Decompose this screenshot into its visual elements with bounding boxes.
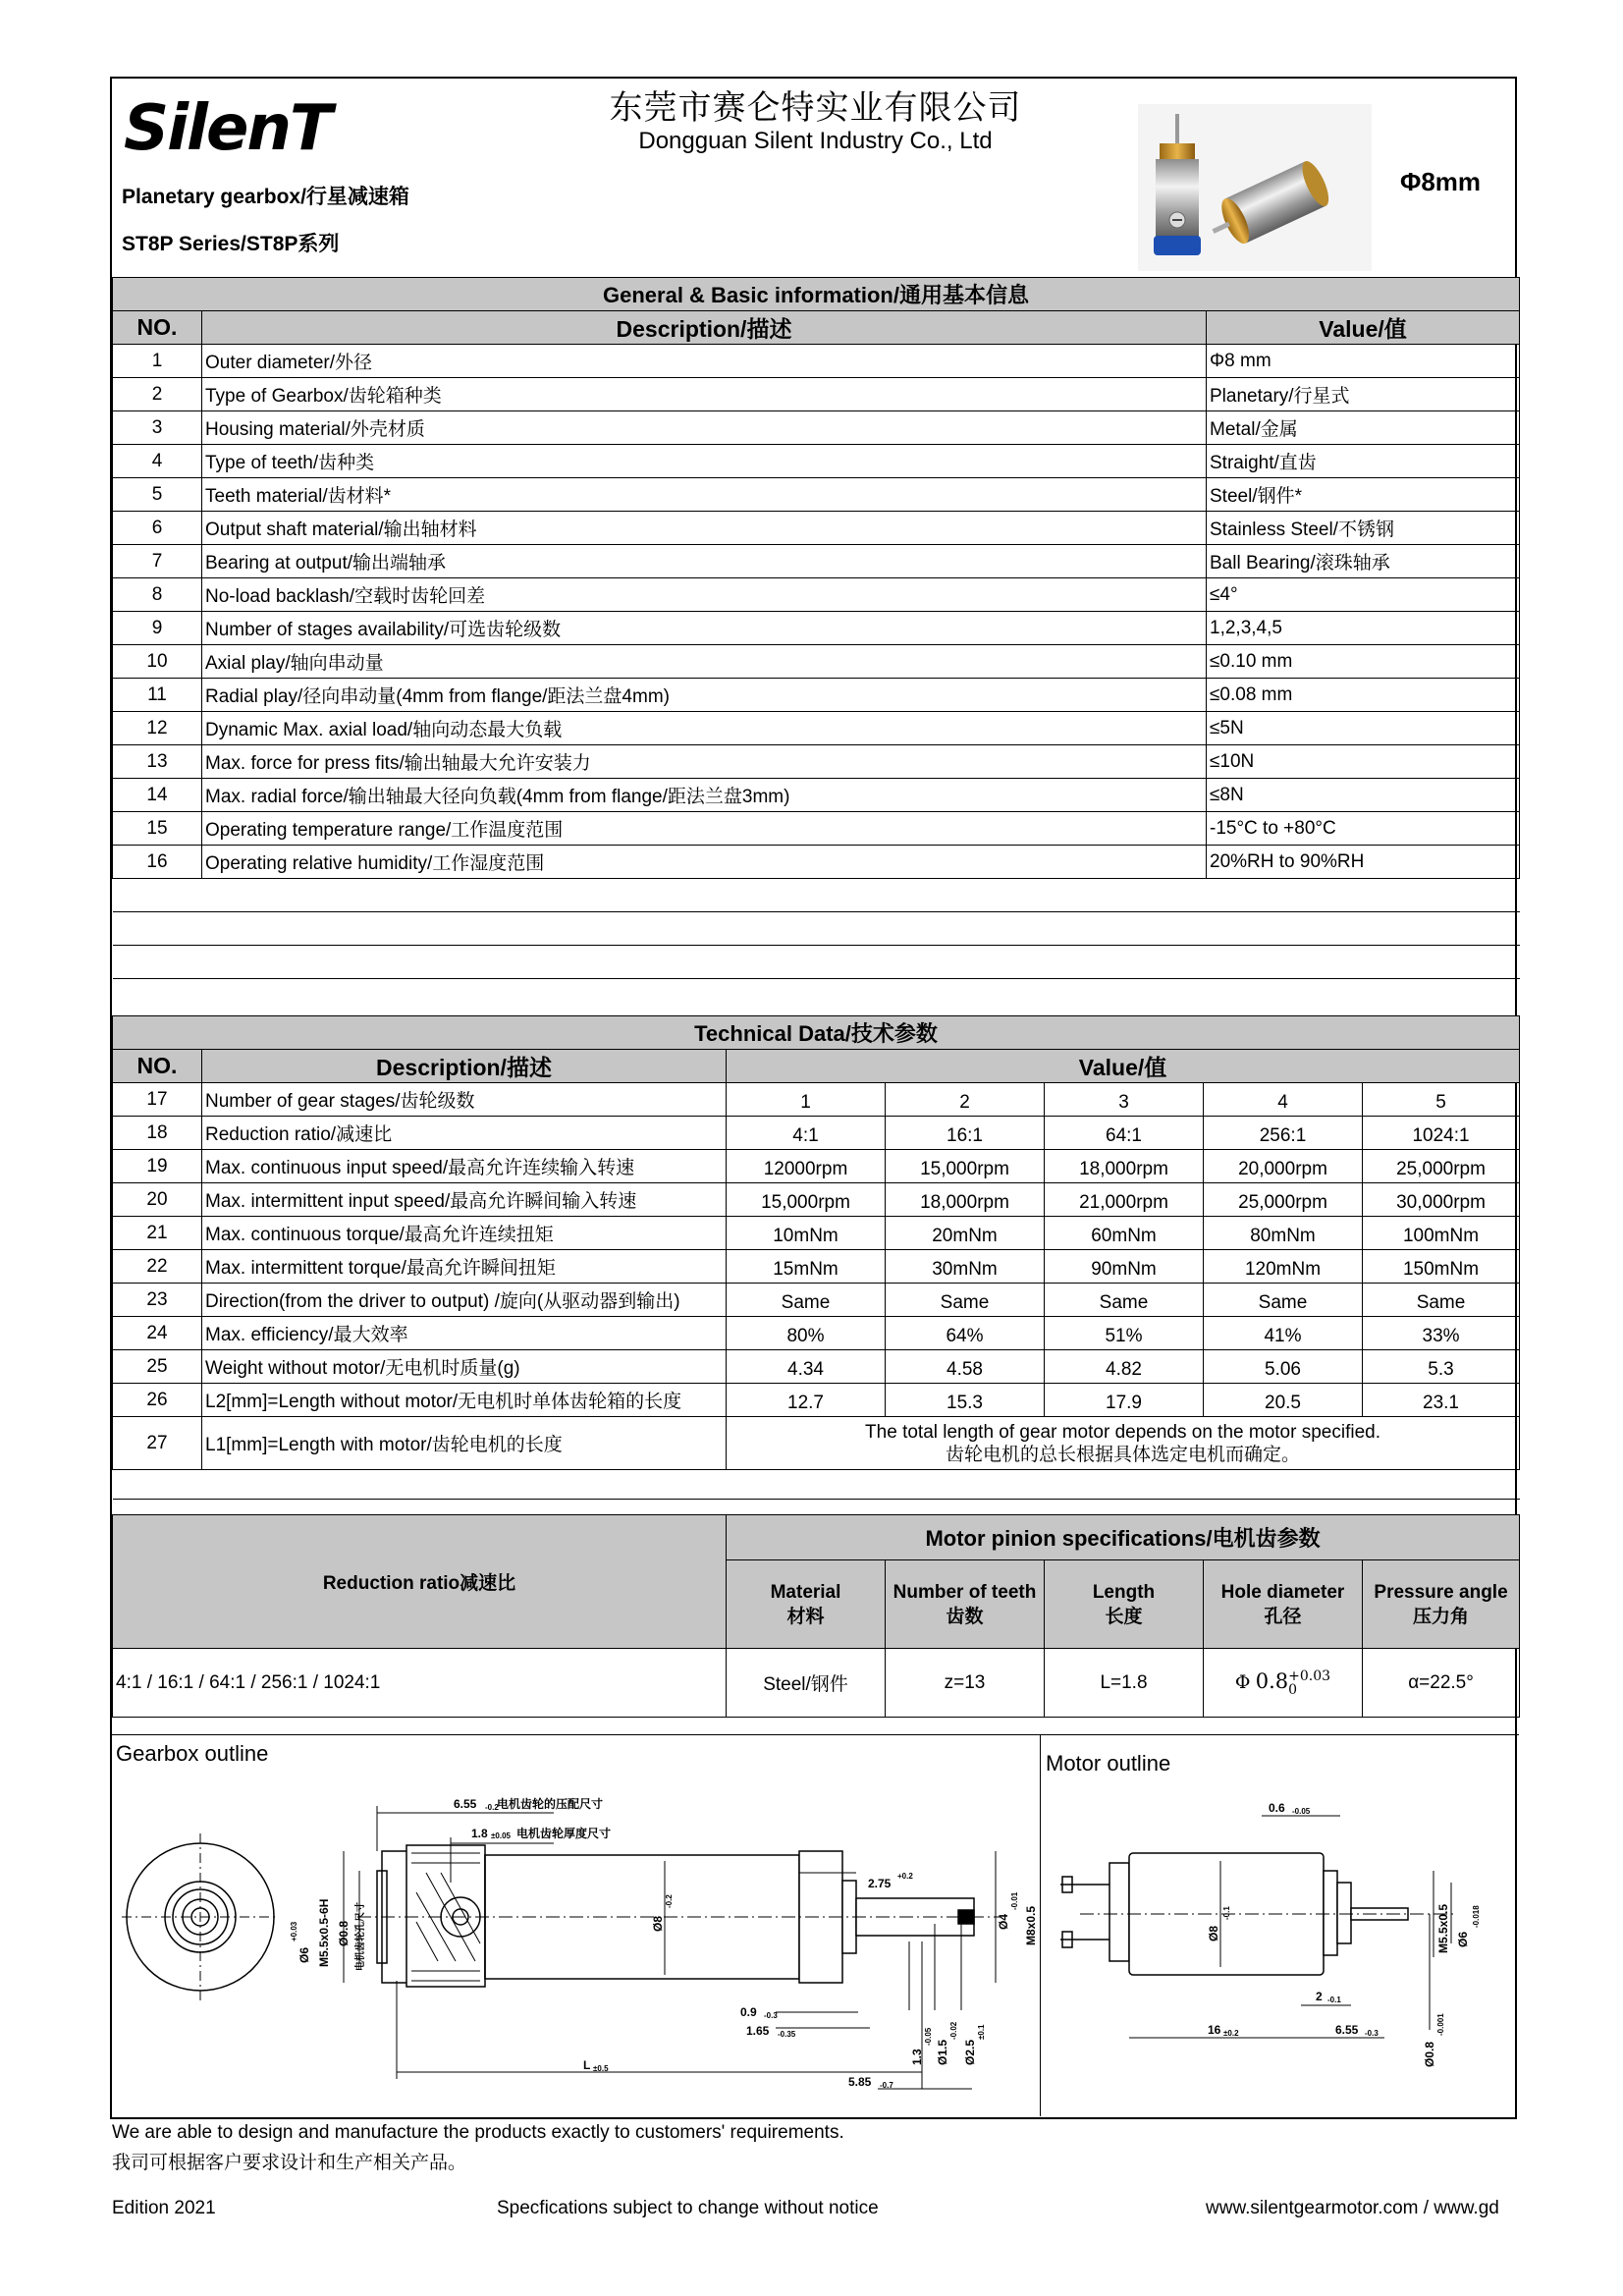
technical-row (113, 1384, 1520, 1417)
dim-length-l: L (583, 2058, 591, 2072)
dim-hole: Ø0.8 (337, 1920, 351, 1946)
motor-dim-2-tol: -0.1 (1327, 1995, 1341, 2004)
stage-value: 20mNm (886, 1217, 1045, 1250)
row-value: ≤5N (1207, 712, 1520, 745)
stage-value: 16:1 (886, 1117, 1045, 1150)
stage-value: Same (886, 1284, 1045, 1317)
motor-outline-drawing (1041, 1735, 1518, 2116)
motor-dim-pin-tol: -0.001 (1436, 2013, 1445, 2036)
stage-value: 23.1 (1363, 1384, 1520, 1417)
pinion-column-header (1363, 1560, 1520, 1649)
technical-row (113, 1083, 1520, 1117)
stage-value: 60mNm (1045, 1217, 1204, 1250)
company-name-en: Dongguan Silent Industry Co., Ltd (638, 128, 993, 154)
dim-hole-cn: 电机齿轮孔尺寸 (355, 1902, 366, 1971)
stage-value: 21,000rpm (1045, 1183, 1204, 1217)
general-row (113, 712, 1520, 745)
dim-thickness-tol: ±0.05 (491, 1831, 511, 1840)
row-number: 16 (113, 846, 202, 879)
stage-value: 120mNm (1204, 1250, 1363, 1284)
stage-value: 15mNm (727, 1250, 886, 1284)
hole-upper: +0.03 (1288, 1667, 1331, 1684)
general-row (113, 578, 1520, 612)
col-description: Description/描述 (202, 1050, 727, 1083)
motor-dim-16-tol: ±0.2 (1223, 2029, 1239, 2038)
general-row (113, 679, 1520, 712)
stage-value: 5.3 (1363, 1350, 1520, 1384)
row-value: Stainless Steel/不锈钢 (1207, 512, 1520, 545)
stage-value: 150mNm (1363, 1250, 1520, 1284)
general-row (113, 545, 1520, 578)
row-description: L2[mm]=Length without motor/无电机时单体齿轮箱的长度 (202, 1384, 727, 1417)
row-description: Number of stages availability/可选齿轮级数 (202, 612, 1207, 645)
technical-row (113, 1317, 1520, 1350)
product-series: ST8P Series/ST8P系列 (122, 233, 340, 255)
dim-d1-5-tol: -0.02 (949, 2021, 958, 2040)
stage-value: 12.7 (727, 1384, 886, 1417)
length-note-cn: 齿轮电机的总长根据具体选定电机而确定。 (946, 1444, 1301, 1465)
hole-tolerance (1288, 1669, 1330, 1697)
technical-row (113, 1217, 1520, 1250)
general-row (113, 645, 1520, 679)
dim-d6-tol: +0.03 (290, 1921, 298, 1941)
row-description: Max. continuous input speed/最高允许连续输入转速 (202, 1150, 727, 1183)
row-number: 14 (113, 779, 202, 812)
row-value: ≤8N (1207, 779, 1520, 812)
technical-row (113, 1350, 1520, 1384)
stage-value: 2 (886, 1083, 1045, 1117)
stage-value: 18,000rpm (886, 1183, 1045, 1217)
company-name-cn: 东莞市赛仑特实业有限公司 (609, 88, 1022, 128)
general-row (113, 612, 1520, 645)
row-value: Planetary/行星式 (1207, 378, 1520, 411)
stage-value: 4:1 (727, 1117, 886, 1150)
dim-5-85-tol: -0.7 (880, 2081, 893, 2090)
row-description: Type of teeth/齿种类 (202, 445, 1207, 478)
general-row (113, 812, 1520, 846)
pinion-hole-diameter (1204, 1649, 1363, 1718)
dim-1-3: 1.3 (910, 2049, 924, 2065)
stage-value: 41% (1204, 1317, 1363, 1350)
row-number: 21 (113, 1217, 202, 1250)
pinion-header-en: Length (1092, 1581, 1156, 1603)
pinion-header-en: Hole diameter (1220, 1581, 1345, 1603)
stage-value: 20,000rpm (1204, 1150, 1363, 1183)
edition: Edition 2021 (112, 2198, 216, 2218)
general-row (113, 745, 1520, 779)
diameter-label: Φ8mm (1400, 167, 1482, 196)
dim-press-fit-cn: 电机齿轮的压配尺寸 (497, 1797, 604, 1811)
general-row (113, 779, 1520, 812)
length-note-en: The total length of gear motor depends on the motor specified. (865, 1421, 1380, 1443)
dim-press-fit-tol: -0.2 (485, 1803, 499, 1812)
row-number: 19 (113, 1150, 202, 1183)
row-number: 2 (113, 378, 202, 411)
stage-value: 30,000rpm (1363, 1183, 1520, 1217)
motor-dim-16: 16 (1208, 2023, 1221, 2037)
hole-main: 0.8 (1255, 1668, 1289, 1693)
spacer-row (113, 912, 1520, 946)
row-description: Max. intermittent torque/最高允许瞬间扭矩 (202, 1250, 727, 1284)
row-description: Max. continuous torque/最高允许连续扭矩 (202, 1217, 727, 1250)
motor-dim-body: Ø8 (1207, 1925, 1220, 1941)
website-link[interactable]: www.silentgearmotor.com / www.gd (1206, 2198, 1499, 2218)
outline-section (112, 1734, 1519, 2118)
stage-value: 4.34 (727, 1350, 886, 1384)
row-value: Ball Bearing/滚珠轴承 (1207, 545, 1520, 578)
row-value: Steel/钢件* (1207, 478, 1520, 512)
stage-value: 17.9 (1045, 1384, 1204, 1417)
row-description: Radial play/径向串动量(4mm from flange/距法兰盘4mm) (202, 679, 1207, 712)
pinion-column-header (1045, 1560, 1204, 1649)
general-row (113, 345, 1520, 378)
row-value: Φ8 mm (1207, 345, 1520, 378)
motor-dim-6-55: 6.55 (1335, 2023, 1359, 2037)
stage-value: 30mNm (886, 1250, 1045, 1284)
custom-design-note-cn: 我司可根据客户要求设计和生产相关产品。 (112, 2153, 467, 2173)
row-number: 26 (113, 1384, 202, 1417)
motor-dim-2: 2 (1316, 1990, 1323, 2003)
stage-value: 5 (1363, 1083, 1520, 1117)
stage-value: 4.82 (1045, 1350, 1204, 1384)
reduction-ratio-header: Reduction ratio减速比 (113, 1515, 727, 1649)
motor-outline-label: Motor outline (1046, 1751, 1171, 1776)
row-description: Housing material/外壳材质 (202, 411, 1207, 445)
dim-5-85: 5.85 (848, 2075, 872, 2089)
stage-value: 33% (1363, 1317, 1520, 1350)
stage-value: 256:1 (1204, 1117, 1363, 1150)
pinion-header-cn: 长度 (1105, 1606, 1143, 1627)
pinion-header-en: Pressure angle (1374, 1581, 1508, 1603)
motor-dim-shaft-tol: -0.018 (1472, 1905, 1481, 1928)
motor-dim-body-tol: -0.1 (1222, 1906, 1231, 1920)
dim-0-9-tol: -0.3 (764, 2011, 778, 2020)
spacer-row (113, 879, 1520, 912)
stage-value: 10mNm (727, 1217, 886, 1250)
row-description: Operating relative humidity/工作湿度范围 (202, 846, 1207, 879)
pinion-teeth: z=13 (886, 1649, 1045, 1718)
row-description: Outer diameter/外径 (202, 345, 1207, 378)
gearbox-outline-label: Gearbox outline (116, 1741, 269, 1766)
motor-dim-0-6-tol: -0.05 (1292, 1807, 1311, 1816)
row-description: Axial play/轴向串动量 (202, 645, 1207, 679)
motor-dim-pin: Ø0.8 (1423, 2041, 1436, 2067)
col-no: NO. (113, 1050, 202, 1083)
pinion-column-header (886, 1560, 1045, 1649)
row-value: ≤0.08 mm (1207, 679, 1520, 712)
row-description: Max. efficiency/最大效率 (202, 1317, 727, 1350)
row-value: -15°C to +80°C (1207, 812, 1520, 846)
row-number: 27 (113, 1417, 202, 1470)
technical-row (113, 1284, 1520, 1317)
pinion-section-title: Motor pinion specifications/电机齿参数 (727, 1515, 1520, 1560)
row-description: Number of gear stages/齿轮级数 (202, 1083, 727, 1117)
stage-value: Same (1045, 1284, 1204, 1317)
row-number: 18 (113, 1117, 202, 1150)
technical-row (113, 1117, 1520, 1150)
spacer-row (113, 946, 1520, 979)
row-value: 20%RH to 90%RH (1207, 846, 1520, 879)
dim-1-65: 1.65 (746, 2024, 770, 2038)
row-number: 5 (113, 478, 202, 512)
row-number: 8 (113, 578, 202, 612)
stage-value: 4 (1204, 1083, 1363, 1117)
row-value: Straight/直齿 (1207, 445, 1520, 478)
stage-value: 64% (886, 1317, 1045, 1350)
dim-thread-out: M8x0.5 (1024, 1905, 1038, 1945)
stage-value: 100mNm (1363, 1217, 1520, 1250)
general-row (113, 512, 1520, 545)
stage-value: 12000rpm (727, 1150, 886, 1183)
row-description: Operating temperature range/工作温度范围 (202, 812, 1207, 846)
pinion-header-cn: 压力角 (1413, 1606, 1470, 1627)
row-number: 20 (113, 1183, 202, 1217)
row-number: 13 (113, 745, 202, 779)
pinion-ratios: 4:1 / 16:1 / 64:1 / 256:1 / 1024:1 (113, 1649, 727, 1718)
dim-d2-5: Ø2.5 (963, 2039, 977, 2065)
pinion-header-cn: 孔径 (1264, 1606, 1302, 1627)
product-type: Planetary gearbox/行星减速箱 (122, 186, 409, 208)
technical-row (113, 1250, 1520, 1284)
datasheet (110, 77, 1517, 2119)
dim-shaft: Ø4 (997, 1913, 1010, 1930)
dim-body-tol: -0.2 (665, 1894, 674, 1908)
dim-d2-5-tol: ±0.1 (977, 2024, 986, 2040)
dim-thread-in: M5.5x0.5-6H (317, 1898, 331, 1967)
dim-1-65-tol: -0.35 (778, 2030, 796, 2039)
dim-d6: Ø6 (298, 1946, 311, 1963)
general-row (113, 378, 1520, 411)
stage-value: 25,000rpm (1363, 1150, 1520, 1183)
stage-value: 25,000rpm (1204, 1183, 1363, 1217)
dim-thickness-cn: 电机齿轮厚度尺寸 (516, 1827, 612, 1840)
dim-body: Ø8 (651, 1915, 665, 1932)
stage-value: 4.58 (886, 1350, 1045, 1384)
row-value: Metal/金属 (1207, 411, 1520, 445)
stage-value: Same (1204, 1284, 1363, 1317)
dim-1-3-tol: -0.05 (924, 2027, 933, 2046)
dim-step-tol: +0.2 (897, 1872, 913, 1881)
dim-step: 2.75 (868, 1877, 892, 1890)
row-number: 25 (113, 1350, 202, 1384)
col-value: Value/值 (1207, 311, 1520, 345)
row-number: 17 (113, 1083, 202, 1117)
row-number: 6 (113, 512, 202, 545)
general-section-title: General & Basic information/通用基本信息 (113, 278, 1520, 311)
company-logo: SilenT (124, 92, 331, 165)
row-description: Max. force for press fits/输出轴最大允许安装力 (202, 745, 1207, 779)
row-number: 3 (113, 411, 202, 445)
stage-value: 15,000rpm (727, 1183, 886, 1217)
stage-value: 18,000rpm (1045, 1150, 1204, 1183)
stage-value: 51% (1045, 1317, 1204, 1350)
product-photo (1138, 104, 1372, 271)
stage-value: 15.3 (886, 1384, 1045, 1417)
stage-value: 1024:1 (1363, 1117, 1520, 1150)
motor-dim-shaft: Ø6 (1456, 1931, 1470, 1947)
pinion-header-en: Material (770, 1581, 841, 1603)
motor-dim-thread: M5.5x0.5 (1436, 1903, 1450, 1953)
dim-thickness: 1.8 (471, 1827, 488, 1840)
hole-symbol: Φ (1234, 1670, 1251, 1693)
stage-value: 80% (727, 1317, 886, 1350)
technical-row (113, 1150, 1520, 1183)
pinion-length: L=1.8 (1045, 1649, 1204, 1718)
stage-value: Same (1363, 1284, 1520, 1317)
stage-value: 80mNm (1204, 1217, 1363, 1250)
row-description: Teeth material/齿材料* (202, 478, 1207, 512)
row-number: 1 (113, 345, 202, 378)
length-note (727, 1417, 1520, 1470)
technical-section-title: Technical Data/技术参数 (113, 1016, 1520, 1050)
pinion-material: Steel/钢件 (727, 1649, 886, 1718)
row-description: Max. radial force/输出轴最大径向负载(4mm from flange/距法兰盘3mm) (202, 779, 1207, 812)
motor-dim-0-6: 0.6 (1269, 1801, 1285, 1815)
dim-shaft-tol: -0.01 (1010, 1891, 1019, 1910)
technical-row (113, 1183, 1520, 1217)
row-description: Reduction ratio/减速比 (202, 1117, 727, 1150)
row-number: 7 (113, 545, 202, 578)
row-number: 23 (113, 1284, 202, 1317)
spec-notice: Specfications subject to change without notice (497, 2198, 879, 2218)
pinion-column-header (727, 1560, 886, 1649)
row-number: 24 (113, 1317, 202, 1350)
row-description: Type of Gearbox/齿轮箱种类 (202, 378, 1207, 411)
row-description: Direction(from the driver to output) /旋向(从驱动器到输出) (202, 1284, 727, 1317)
general-info-table (112, 277, 1520, 979)
row-description: Dynamic Max. axial load/轴向动态最大负载 (202, 712, 1207, 745)
dim-length-tol: ±0.5 (593, 2064, 609, 2073)
row-number: 15 (113, 812, 202, 846)
row-description: Output shaft material/输出轴材料 (202, 512, 1207, 545)
stage-value: Same (727, 1284, 886, 1317)
general-row (113, 846, 1520, 879)
spacer-row (113, 1470, 1520, 1500)
stage-value: 20.5 (1204, 1384, 1363, 1417)
row-description: Bearing at output/输出端轴承 (202, 545, 1207, 578)
row-value: ≤0.10 mm (1207, 645, 1520, 679)
stage-value: 5.06 (1204, 1350, 1363, 1384)
motor-pinion-table (112, 1514, 1520, 1718)
dim-0-9: 0.9 (740, 2005, 757, 2019)
pinion-header-cn: 齿数 (946, 1606, 984, 1627)
row-number: 9 (113, 612, 202, 645)
col-no: NO. (113, 311, 202, 345)
row-number: 22 (113, 1250, 202, 1284)
dim-press-fit: 6.55 (454, 1797, 477, 1811)
pinion-pressure-angle: α=22.5° (1363, 1649, 1520, 1718)
row-description: No-load backlash/空载时齿轮回差 (202, 578, 1207, 612)
gearbox-outline-drawing (112, 1735, 1039, 2116)
col-value: Value/值 (727, 1050, 1520, 1083)
col-description: Description/描述 (202, 311, 1207, 345)
technical-data-table (112, 1015, 1520, 1500)
row-value: ≤10N (1207, 745, 1520, 779)
dim-d1-5: Ø1.5 (936, 2039, 949, 2065)
row-description: Max. intermittent input speed/最高允许瞬间输入转速 (202, 1183, 727, 1217)
stage-value: 90mNm (1045, 1250, 1204, 1284)
row-number: 12 (113, 712, 202, 745)
stage-value: 64:1 (1045, 1117, 1204, 1150)
row-description: L1[mm]=Length with motor/齿轮电机的长度 (202, 1417, 727, 1470)
general-row (113, 411, 1520, 445)
pinion-header-en: Number of teeth (893, 1581, 1037, 1603)
row-number: 4 (113, 445, 202, 478)
row-description: Weight without motor/无电机时质量(g) (202, 1350, 727, 1384)
row-number: 11 (113, 679, 202, 712)
stage-value: 3 (1045, 1083, 1204, 1117)
row-number: 10 (113, 645, 202, 679)
row-value: 1,2,3,4,5 (1207, 612, 1520, 645)
hole-lower: 0 (1288, 1681, 1298, 1698)
custom-design-note-en: We are able to design and manufacture the products exactly to customers' requirements. (112, 2122, 844, 2143)
general-row (113, 445, 1520, 478)
motor-dim-6-55-tol: -0.3 (1365, 2029, 1379, 2038)
general-row (113, 478, 1520, 512)
row-value: ≤4° (1207, 578, 1520, 612)
pinion-header-cn: 材料 (786, 1606, 825, 1627)
pinion-column-header (1204, 1560, 1363, 1649)
stage-value: 1 (727, 1083, 886, 1117)
stage-value: 15,000rpm (886, 1150, 1045, 1183)
